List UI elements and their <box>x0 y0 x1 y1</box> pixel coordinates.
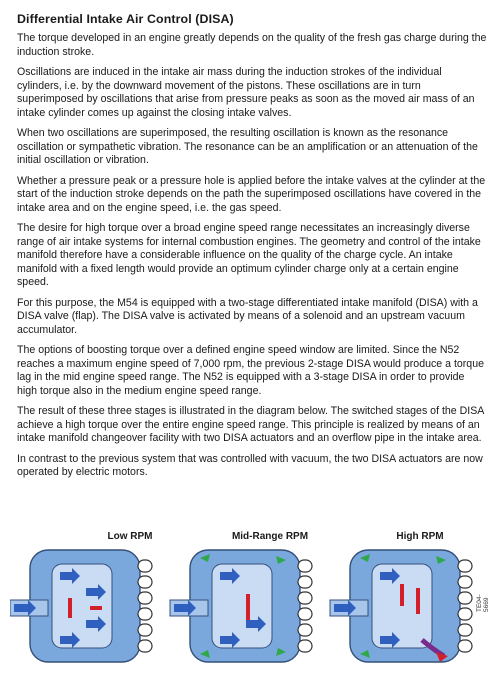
paragraph-6: For this purpose, the M54 is equipped with a two-stage differentiated intake manifold (DISA) with a DISA valve (flap). The DISA valve is activated by means of a solenoid and an upstream vacuum accumulator. <box>17 296 478 336</box>
label-mid-rpm: Mid-Range RPM <box>231 531 309 542</box>
paragraph-3: When two oscillations are superimposed, the resulting oscillation is known as the resonance oscillation or sympathetic vibration. The resonance can be an amplification or an attenuation of the initial oscillation or vibration. <box>17 127 478 166</box>
flap-icon <box>246 594 250 620</box>
manifold-high-rpm <box>330 550 472 662</box>
label-low-rpm: Low RPM <box>107 531 153 542</box>
paragraph-2: Oscillations are induced in the intake air mass during the induction strokes of the individual cylinders, i.e. by the downward movement of the pistons. These oscillations are in turn superimposed by oscillations that arise from pressure peaks as soon as the moved air mass of an intake cylinder comes up against the closing intake valves. <box>17 66 475 119</box>
text-content <box>17 12 487 487</box>
manifold-mid-rpm <box>170 550 312 662</box>
flap-icon <box>400 584 404 606</box>
flap-icon <box>68 598 72 618</box>
paragraph-8: The result of these three stages is illustrated in the diagram below. The switched stages of the DISA achieve a high torque over the entire engine speed range. This principle is realized by means of an intake manifold changeover facility with two DISA actuators and an overflow pipe in the intake area. <box>17 405 484 444</box>
label-high-rpm: High RPM <box>396 531 444 542</box>
paragraph-9: In contrast to the previous system that was controlled with vacuum, the two DISA actuators are now operated by electric motors. <box>17 452 483 478</box>
figure-code: TE04-5669 <box>476 594 490 612</box>
paragraph-7: The options of boosting torque over a defined engine speed window are limited. Since the N52 reaches a maximum engine speed of 7,000 rpm, the previous 2-stage DISA would produce a torque lag in the mid engine speed range. The N52 is equipped with a 3-stage DISA in order to provide high torque also in the medium engine speed range. <box>17 344 484 397</box>
disa-diagram <box>10 528 494 678</box>
paragraph-4: Whether a pressure peak or a pressure hole is applied before the intake valves at the cylinder at the start of the induction stroke depends on the path the superimposed oscillations have covered in the intake area and on the engine speed, i.e. the gas speed. <box>17 174 486 214</box>
page-title: Differential Intake Air Control (DISA) <box>17 12 234 26</box>
paragraph-1: The torque developed in an engine greatly depends on the quality of the fresh gas charge during the induction stroke. <box>17 32 487 58</box>
paragraph-5: The desire for high torque over a broad engine speed range necessitates an increasingly diverse range of air intake systems for internal combustion engines. The geometry and control of the intake manifold therefore have a considerable influence on the quality of the charge cycle. An intake manifold with a fixed length would provide an optimum cylinder charge only at a certain engine speed. <box>17 222 481 288</box>
manifold-low-rpm <box>10 550 152 662</box>
